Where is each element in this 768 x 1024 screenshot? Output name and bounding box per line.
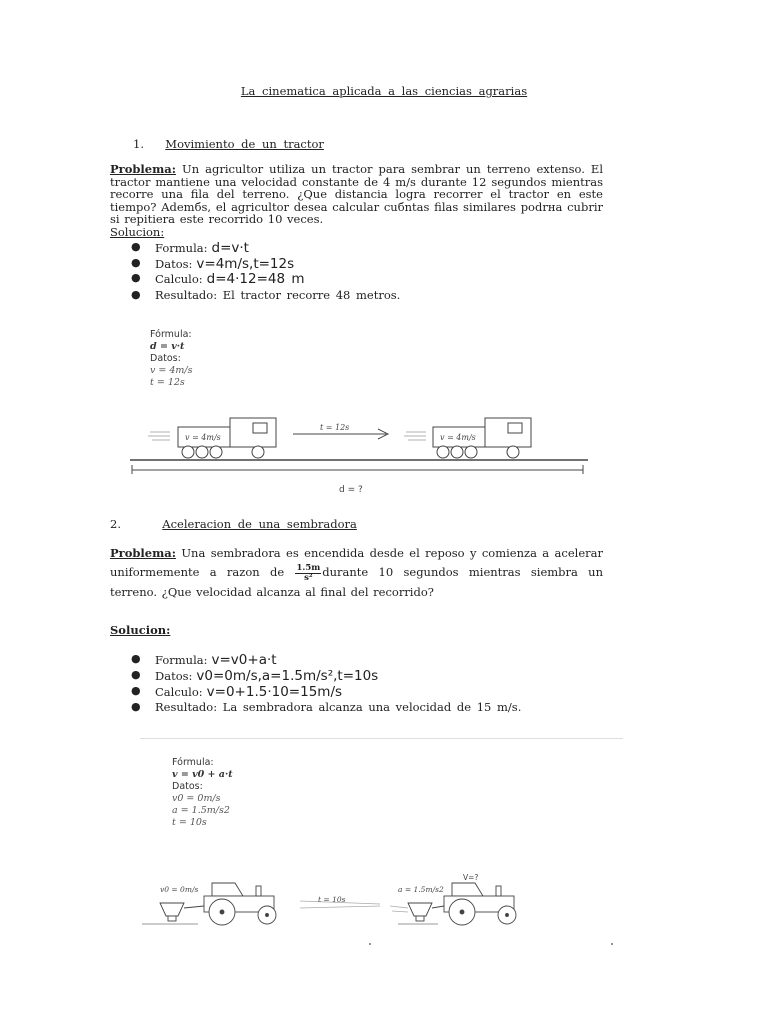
figure-2-top-rule: [140, 738, 623, 739]
bullet-item: ● Formula: d=v·t: [131, 240, 249, 256]
bullet-item: ● Calculo: d=4·12=48 m: [131, 271, 305, 287]
document-title: La cinematica aplicada a las ciencias agrarias: [240, 84, 528, 98]
section-2-solution-label: Solucion:: [110, 623, 171, 637]
problem-label: Problema:: [110, 162, 176, 176]
arrow-label: t = 10s: [318, 895, 346, 904]
arrow-label: t = 12s: [320, 423, 350, 432]
figure-1-formula-block: Fórmula: d = v·t Datos: v = 4m/s t = 12s: [150, 329, 193, 388]
seeder-left: [160, 903, 184, 921]
section-1-heading: [133, 137, 324, 151]
left-velocity-label: v0 = 0m/s: [160, 885, 199, 894]
solution-label: Solucion:: [110, 224, 165, 239]
section-2-number: 2.: [110, 517, 121, 531]
bullet-item: ● Datos: v0=0m/s,a=1.5m/s²,t=10s: [131, 668, 379, 684]
truck-left-label: v = 4m/s: [185, 433, 221, 442]
seeder-right: [408, 903, 432, 921]
motion-lines-right: [404, 432, 426, 440]
figure-2-diagram: [140, 868, 630, 950]
problem-label: Problema:: [110, 546, 176, 560]
section-2-problem: [110, 544, 603, 602]
section-2-heading: [110, 517, 357, 531]
problem-text-part-2: durante 10 segundos mientras siembra un terreno. ¿Que velocidad alcanza al final del recorrido?: [110, 565, 603, 599]
final-velocity-label: V=?: [463, 873, 479, 882]
section-1-number: 1.: [133, 137, 144, 151]
problem-text: Un agricultor utiliza un tractor para sembrar un terreno extenso. El tractor mantiene una velocidad constante de 4 m/s durante 12 segundos mientras recorre una fila del terreno. ¿Que distancia logra recorrer el tractor en este tiempo? Ademбs, el agricultor desea calcular cuбntas filas similares podrнa cubrir si repitiera este recorrido 10 veces.: [110, 162, 603, 226]
tractor-left: [204, 883, 276, 925]
bullet-item: ● Formula: v=v0+a·t: [131, 652, 277, 668]
right-acceleration-label: a = 1.5m/s2: [398, 885, 444, 894]
bullet-item: ● Datos: v=4m/s,t=12s: [131, 256, 295, 272]
motion-lines-left: [148, 432, 170, 440]
figure-2-formula-block: Fórmula: v = v0 + a·t Datos: v0 = 0m/s a = 1.5m/s2 t = 10s: [172, 757, 233, 828]
distance-label: d = ?: [339, 485, 363, 495]
bullet-item: ● Resultado: El tractor recorre 48 metros.: [131, 288, 401, 302]
bullet-item: ● Resultado: La sembradora alcanza una velocidad de 15 m/s.: [131, 700, 522, 714]
section-1-title: Movimiento de un tractor: [165, 137, 324, 151]
bullet-item: ● Calculo: v=0+1.5·10=15m/s: [131, 684, 343, 700]
section-1-problem: [110, 163, 603, 238]
truck-right-label: v = 4m/s: [440, 433, 476, 442]
section-2-title: Aceleracion de una sembradora: [162, 517, 357, 531]
fraction: $\frac{1.5m}{\text{s²}}$: [296, 562, 321, 583]
tractor-right: [444, 883, 516, 925]
problem-text-part-1: Una sembradora es encendida desde el reposo y comienza a acelerar uniformemente a razon de: [110, 546, 603, 579]
figure-1-diagram: [128, 410, 593, 495]
